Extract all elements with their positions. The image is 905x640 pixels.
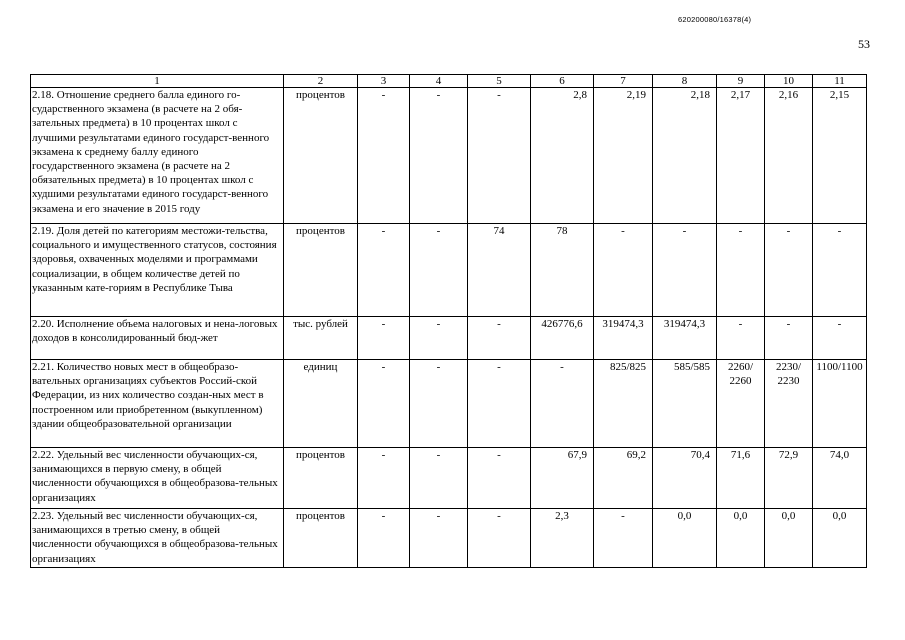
value-cell: - xyxy=(410,509,468,568)
table-row xyxy=(31,360,867,448)
table-row xyxy=(31,448,867,509)
column-header: 2 xyxy=(284,75,358,88)
value-cell: 67,9 xyxy=(531,448,594,509)
value-cell: 2230/ 2230 xyxy=(765,360,813,448)
value-cell: - xyxy=(410,317,468,360)
unit-cell: единиц xyxy=(284,360,358,448)
table-row xyxy=(31,88,867,224)
value-cell: - xyxy=(468,509,531,568)
value-cell: 71,6 xyxy=(717,448,765,509)
column-header: 1 xyxy=(31,75,284,88)
value-cell: - xyxy=(468,88,531,224)
column-header: 10 xyxy=(765,75,813,88)
unit-cell: тыс. рублей xyxy=(284,317,358,360)
table-row xyxy=(31,317,867,360)
indicator-description: 2.23. Удельный вес численности обучающих-ся, занимающихся в третью смену, в общей численности обучающихся в общеобразова-тельных организациях xyxy=(31,509,284,568)
indicator-description: 2.19. Доля детей по категориям местожи-тельства, социального и имущественного статусов, состояния здоровья, охваченных моделями и программами социализации, в общем количестве детей по указанным кате-гориям в Республике Тыва xyxy=(31,224,284,317)
indicator-description: 2.20. Исполнение объема налоговых и нена-логовых доходов в консолидированный бюд-жет xyxy=(31,317,284,360)
table-row xyxy=(31,509,867,568)
indicator-description: 2.22. Удельный вес численности обучающих-ся, занимающихся в первую смену, в общей численности обучающихся в общеобразова-тельных организациях xyxy=(31,448,284,509)
value-cell: 585/585 xyxy=(653,360,717,448)
indicator-description: 2.21. Количество новых мест в общеобразо-вательных организациях субъектов Россий-ской Федерации, из них количество создан-ных мест в построенном или приобретенном (выкупленном) здании общеобразовательной организации xyxy=(31,360,284,448)
value-cell: 72,9 xyxy=(765,448,813,509)
value-cell: 426776,6 xyxy=(531,317,594,360)
column-header: 8 xyxy=(653,75,717,88)
value-cell: - xyxy=(358,509,410,568)
value-cell: - xyxy=(410,360,468,448)
value-cell: - xyxy=(717,317,765,360)
value-cell: - xyxy=(653,224,717,317)
indicators-table xyxy=(30,74,867,568)
value-cell: 74,0 xyxy=(813,448,867,509)
value-cell: 2,16 xyxy=(765,88,813,224)
value-cell: - xyxy=(765,317,813,360)
value-cell: 319474,3 xyxy=(594,317,653,360)
value-cell: - xyxy=(358,448,410,509)
value-cell: 1100/1100 xyxy=(813,360,867,448)
value-cell: - xyxy=(410,224,468,317)
value-cell: 69,2 xyxy=(594,448,653,509)
value-cell: 825/825 xyxy=(594,360,653,448)
value-cell: - xyxy=(813,224,867,317)
value-cell: - xyxy=(765,224,813,317)
unit-cell: процентов xyxy=(284,224,358,317)
value-cell: - xyxy=(468,448,531,509)
column-header: 3 xyxy=(358,75,410,88)
page-number: 53 xyxy=(858,37,870,51)
column-header: 7 xyxy=(594,75,653,88)
value-cell: - xyxy=(813,317,867,360)
unit-cell: процентов xyxy=(284,88,358,224)
table-header-row xyxy=(31,75,867,88)
value-cell: 0,0 xyxy=(765,509,813,568)
value-cell: - xyxy=(594,224,653,317)
value-cell: 70,4 xyxy=(653,448,717,509)
value-cell: 2,18 xyxy=(653,88,717,224)
value-cell: 0,0 xyxy=(653,509,717,568)
value-cell: 319474,3 xyxy=(653,317,717,360)
value-cell: - xyxy=(358,88,410,224)
value-cell: 2,8 xyxy=(531,88,594,224)
value-cell: 74 xyxy=(468,224,531,317)
value-cell: - xyxy=(358,360,410,448)
table-row xyxy=(31,224,867,317)
value-cell: - xyxy=(594,509,653,568)
value-cell: - xyxy=(468,360,531,448)
value-cell: - xyxy=(717,224,765,317)
value-cell: - xyxy=(531,360,594,448)
value-cell: 78 xyxy=(531,224,594,317)
value-cell: 0,0 xyxy=(717,509,765,568)
value-cell: 2260/ 2260 xyxy=(717,360,765,448)
unit-cell: процентов xyxy=(284,448,358,509)
value-cell: 2,17 xyxy=(717,88,765,224)
column-header: 5 xyxy=(468,75,531,88)
column-header: 4 xyxy=(410,75,468,88)
unit-cell: процентов xyxy=(284,509,358,568)
value-cell: - xyxy=(410,88,468,224)
value-cell: - xyxy=(468,317,531,360)
value-cell: - xyxy=(358,317,410,360)
value-cell: 2,15 xyxy=(813,88,867,224)
indicator-description: 2.18. Отношение среднего балла единого го-сударственного экзамена (в расчете на 2 обя-зательных предмета) в 10 процентах школ с лучшими результатами единого государст-венного экзамена к среднему баллу единого государственного экзамена (в расчете на 2 обязательных предмета) в 10 процентах школ с худшими результатами единого государст-венного экзамена и его значение в 2015 году xyxy=(31,88,284,224)
value-cell: 2,19 xyxy=(594,88,653,224)
value-cell: - xyxy=(358,224,410,317)
column-header: 6 xyxy=(531,75,594,88)
value-cell: 2,3 xyxy=(531,509,594,568)
column-header: 11 xyxy=(813,75,867,88)
value-cell: - xyxy=(410,448,468,509)
document-id: 620200080/16378(4) xyxy=(678,15,752,24)
column-header: 9 xyxy=(717,75,765,88)
value-cell: 0,0 xyxy=(813,509,867,568)
